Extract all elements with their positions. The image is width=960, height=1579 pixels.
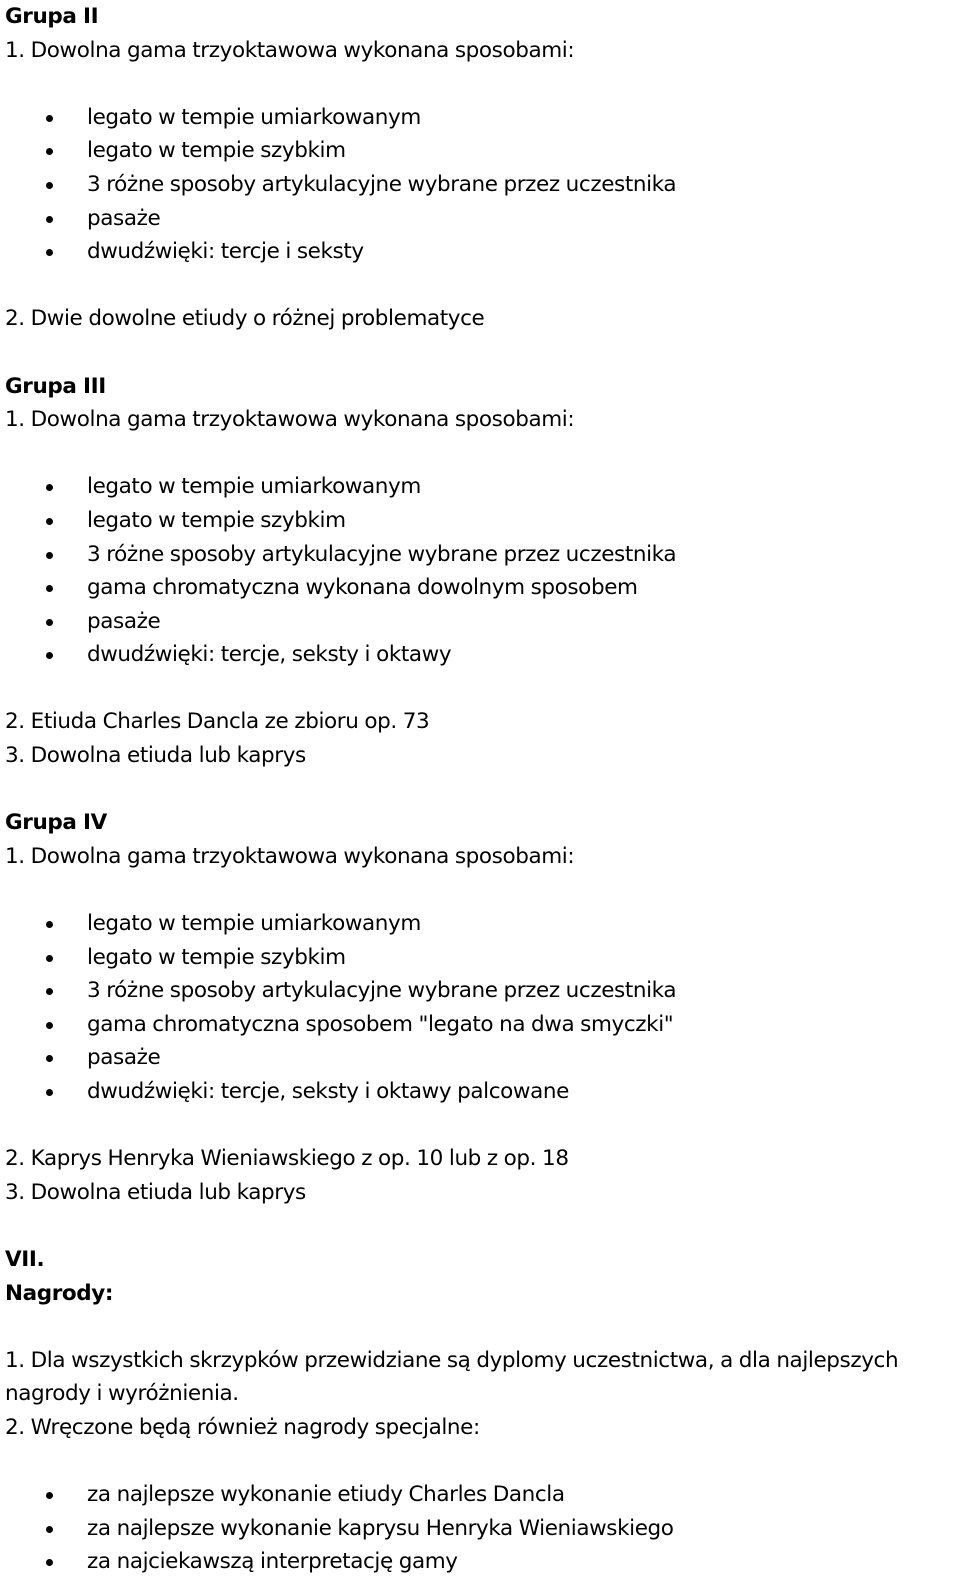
grupa-iii-item-1: 1. Dowolna gama trzyoktawowa wykonana sposobami:: [5, 407, 575, 433]
grupa-ii-item-1: 1. Dowolna gama trzyoktawowa wykonana sposobami:: [5, 37, 575, 63]
spacer: [5, 67, 955, 101]
bullet-icon: [46, 1055, 53, 1062]
grupa-iii-bullet-list: [5, 470, 955, 672]
list-item: legato w tempie umiarkowanym: [5, 101, 955, 135]
list-item: gama chromatyczna wykonana dowolnym sposobem: [5, 571, 955, 605]
bullet-icon: [46, 249, 53, 256]
nagrody-bullet-list: [5, 1478, 955, 1579]
spacer: [5, 873, 955, 907]
bullet-icon: [46, 484, 53, 491]
list-item: pasaże: [5, 1041, 955, 1075]
list-item: 3 różne sposoby artykulacyjne wybrane przez uczestnika: [5, 168, 955, 202]
nagrody-item-1: 1. Dla wszystkich skrzypków przewidziane są dyplomy uczestnictwa, a dla najlepszych nagrody i wyróżnienia.: [5, 1347, 899, 1407]
grupa-iv-item-1: 1. Dowolna gama trzyoktawowa wykonana sposobami:: [5, 843, 575, 869]
grupa-iii-heading: Grupa III: [5, 373, 106, 399]
bullet-icon: [46, 585, 53, 592]
bullet-icon: [46, 1526, 53, 1533]
spacer: [5, 1445, 955, 1479]
section-number: VII.: [5, 1246, 45, 1272]
bullet-icon: [46, 652, 53, 659]
grupa-iii-item-3: 3. Dowolna etiuda lub kaprys: [5, 743, 306, 769]
spacer: [5, 1209, 955, 1243]
list-item: legato w tempie szybkim: [5, 941, 955, 975]
grupa-iv-heading: Grupa IV: [5, 810, 107, 836]
list-item: pasaże: [5, 202, 955, 236]
nagrody-item-2: 2. Wręczone będą również nagrody specjalne:: [5, 1414, 480, 1440]
grupa-iii-item-2: 2. Etiuda Charles Dancla ze zbioru op. 73: [5, 709, 430, 735]
grupa-ii-item-2: 2. Dwie dowolne etiudy o różnej problematyce: [5, 306, 485, 332]
grupa-iv-item-3: 3. Dowolna etiuda lub kaprys: [5, 1179, 306, 1205]
bullet-icon: [46, 955, 53, 962]
bullet-icon: [46, 115, 53, 122]
list-item: 3 różne sposoby artykulacyjne wybrane przez uczestnika: [5, 974, 955, 1008]
bullet-icon: [46, 988, 53, 995]
list-item: legato w tempie umiarkowanym: [5, 907, 955, 941]
list-item: 3 różne sposoby artykulacyjne wybrane przez uczestnika: [5, 538, 955, 572]
list-item: gama chromatyczna sposobem "legato na dwa smyczki": [5, 1008, 955, 1042]
spacer: [5, 336, 955, 370]
list-item: za najlepsze wykonanie etiudy Charles Dancla: [5, 1478, 955, 1512]
spacer: [5, 1109, 955, 1143]
document-body: [5, 0, 955, 1579]
list-item: legato w tempie szybkim: [5, 504, 955, 538]
bullet-icon: [46, 921, 53, 928]
nagrody-heading: Nagrody:: [5, 1280, 114, 1306]
bullet-icon: [46, 216, 53, 223]
list-item: dwudźwięki: tercje i seksty: [5, 235, 955, 269]
bullet-icon: [46, 619, 53, 626]
bullet-icon: [46, 148, 53, 155]
spacer: [5, 672, 955, 706]
list-item: pasaże: [5, 605, 955, 639]
spacer: [5, 437, 955, 471]
grupa-iv-item-2: 2. Kaprys Henryka Wieniawskiego z op. 10 lub z op. 18: [5, 1146, 569, 1172]
bullet-icon: [46, 552, 53, 559]
list-item: za najlepsze wykonanie kaprysu Henryka Wieniawskiego: [5, 1512, 955, 1546]
list-item: legato w tempie umiarkowanym: [5, 470, 955, 504]
spacer: [5, 773, 955, 807]
spacer: [5, 1310, 955, 1344]
bullet-icon: [46, 1492, 53, 1499]
spacer: [5, 269, 955, 303]
list-item: dwudźwięki: tercje, seksty i oktawy: [5, 638, 955, 672]
bullet-icon: [46, 182, 53, 189]
bullet-icon: [46, 1559, 53, 1566]
bullet-icon: [46, 1022, 53, 1029]
list-item: za najciekawszą interpretację gamy: [5, 1545, 955, 1579]
grupa-ii-heading: Grupa II: [5, 4, 99, 29]
list-item: legato w tempie szybkim: [5, 134, 955, 168]
list-item: dwudźwięki: tercje, seksty i oktawy palcowane: [5, 1075, 955, 1109]
grupa-iv-bullet-list: [5, 907, 955, 1109]
bullet-icon: [46, 518, 53, 525]
grupa-ii-bullet-list: [5, 101, 955, 269]
bullet-icon: [46, 1089, 53, 1096]
